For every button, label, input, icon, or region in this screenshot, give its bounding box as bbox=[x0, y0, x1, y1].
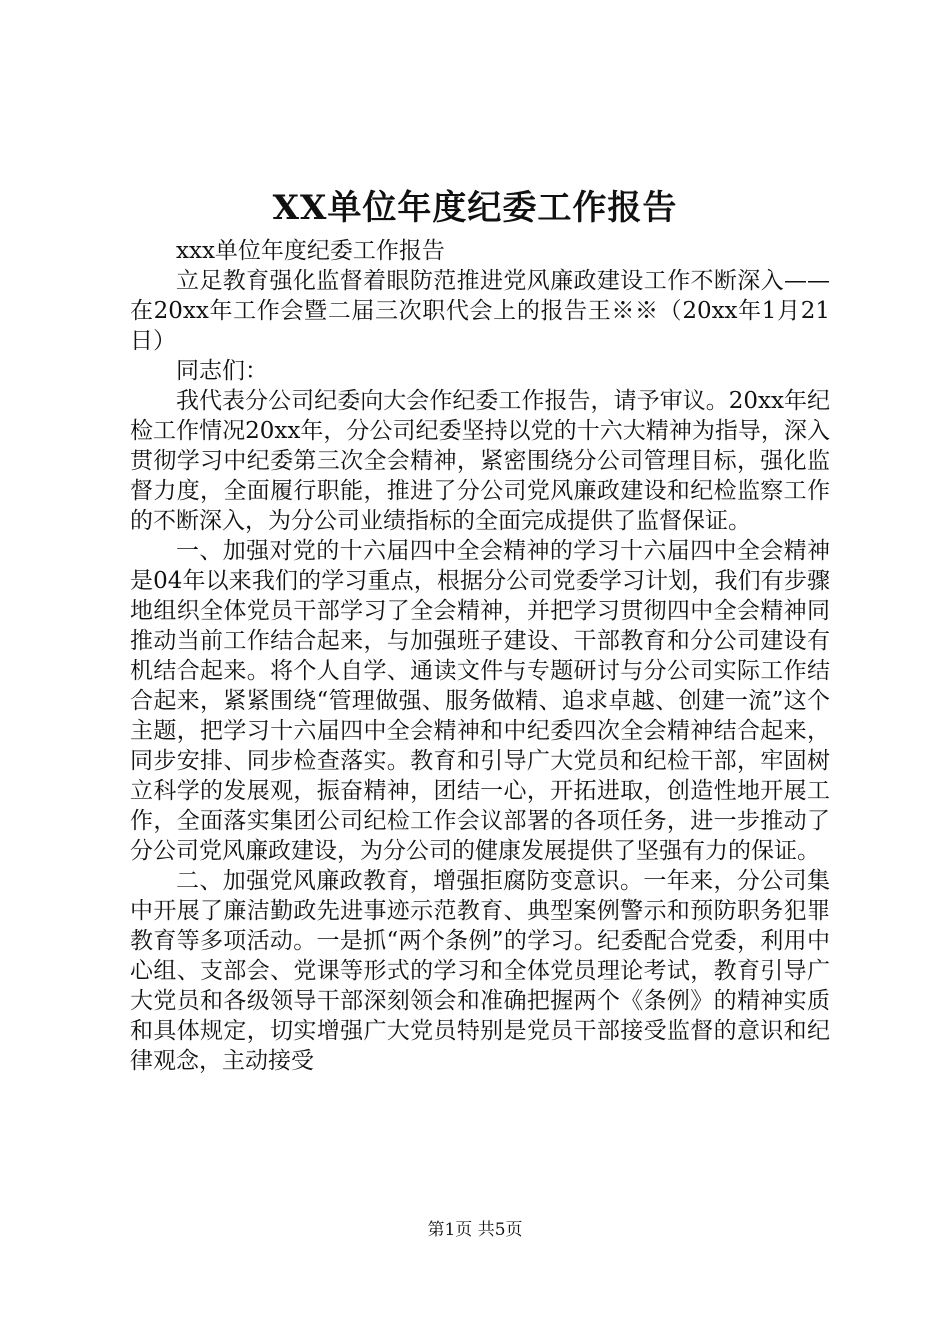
subtitle-paragraph: xxx单位年度纪委工作报告 bbox=[176, 238, 445, 264]
intro-paragraph: 我代表分公司纪委向大会作纪委工作报告，请予审议。20xx年纪检工作情况20xx年，分公司纪委坚持以党的十六大精神为指导，深入贯彻学习中纪委第三次全会精神，紧密围绕分公司管理目标，强化监督力度，全面履行职能，推进了分公司党风廉政建设和纪检监察工作的不断深入，为分公司业绩指标的全面完成提供了监督保证。 bbox=[130, 388, 830, 534]
document-body bbox=[130, 236, 830, 1076]
salutation-paragraph: 同志们： bbox=[176, 358, 268, 384]
page-number-footer: 第1页 共5页 bbox=[427, 1220, 523, 1240]
report-heading-paragraph: 立足教育强化监督着眼防范推进党风廉政建设工作不断深入——在20xx年工作会暨二届三次职代会上的报告王※※（20xx年1月21日） bbox=[130, 268, 830, 354]
section-one-paragraph: 一、加强对党的十六届四中全会精神的学习十六届四中全会精神是04年以来我们的学习重点，根据分公司党委学习计划，我们有步骤地组织全体党员干部学习了全会精神，并把学习贯彻四中全会精神同推动当前工作结合起来，与加强班子建设、干部教育和分公司建设有机结合起来。将个人自学、通读文件与专题研讨与分公司实际工作结合起来，紧紧围绕“管理做强、服务做精、追求卓越、创建一流”这个主题，把学习十六届四中全会精神和中纪委四次全会精神结合起来，同步安排、同步检查落实。教育和引导广大党员和纪检干部，牢固树立科学的发展观，振奋精神，团结一心，开拓进取，创造性地开展工作，全面落实集团公司纪检工作会议部署的各项任务，进一步推动了分公司党风廉政建设，为分公司的健康发展提供了坚强有力的保证。 bbox=[130, 538, 830, 864]
document-title: XX单位年度纪委工作报告 bbox=[272, 188, 678, 228]
section-two-paragraph: 二、加强党风廉政教育，增强拒腐防变意识。一年来，分公司集中开展了廉洁勤政先进事迹示范教育、典型案例警示和预防职务犯罪教育等多项活动。一是抓“两个条例”的学习。纪委配合党委，利用中心组、支部会、党课等形式的学习和全体党员理论考试，教育引导广大党员和各级领导干部深刻领会和准确把握两个《条例》的精神实质和具体规定，切实增强广大党员特别是党员干部接受监督的意识和纪律观念，主动接受 bbox=[130, 868, 830, 1074]
